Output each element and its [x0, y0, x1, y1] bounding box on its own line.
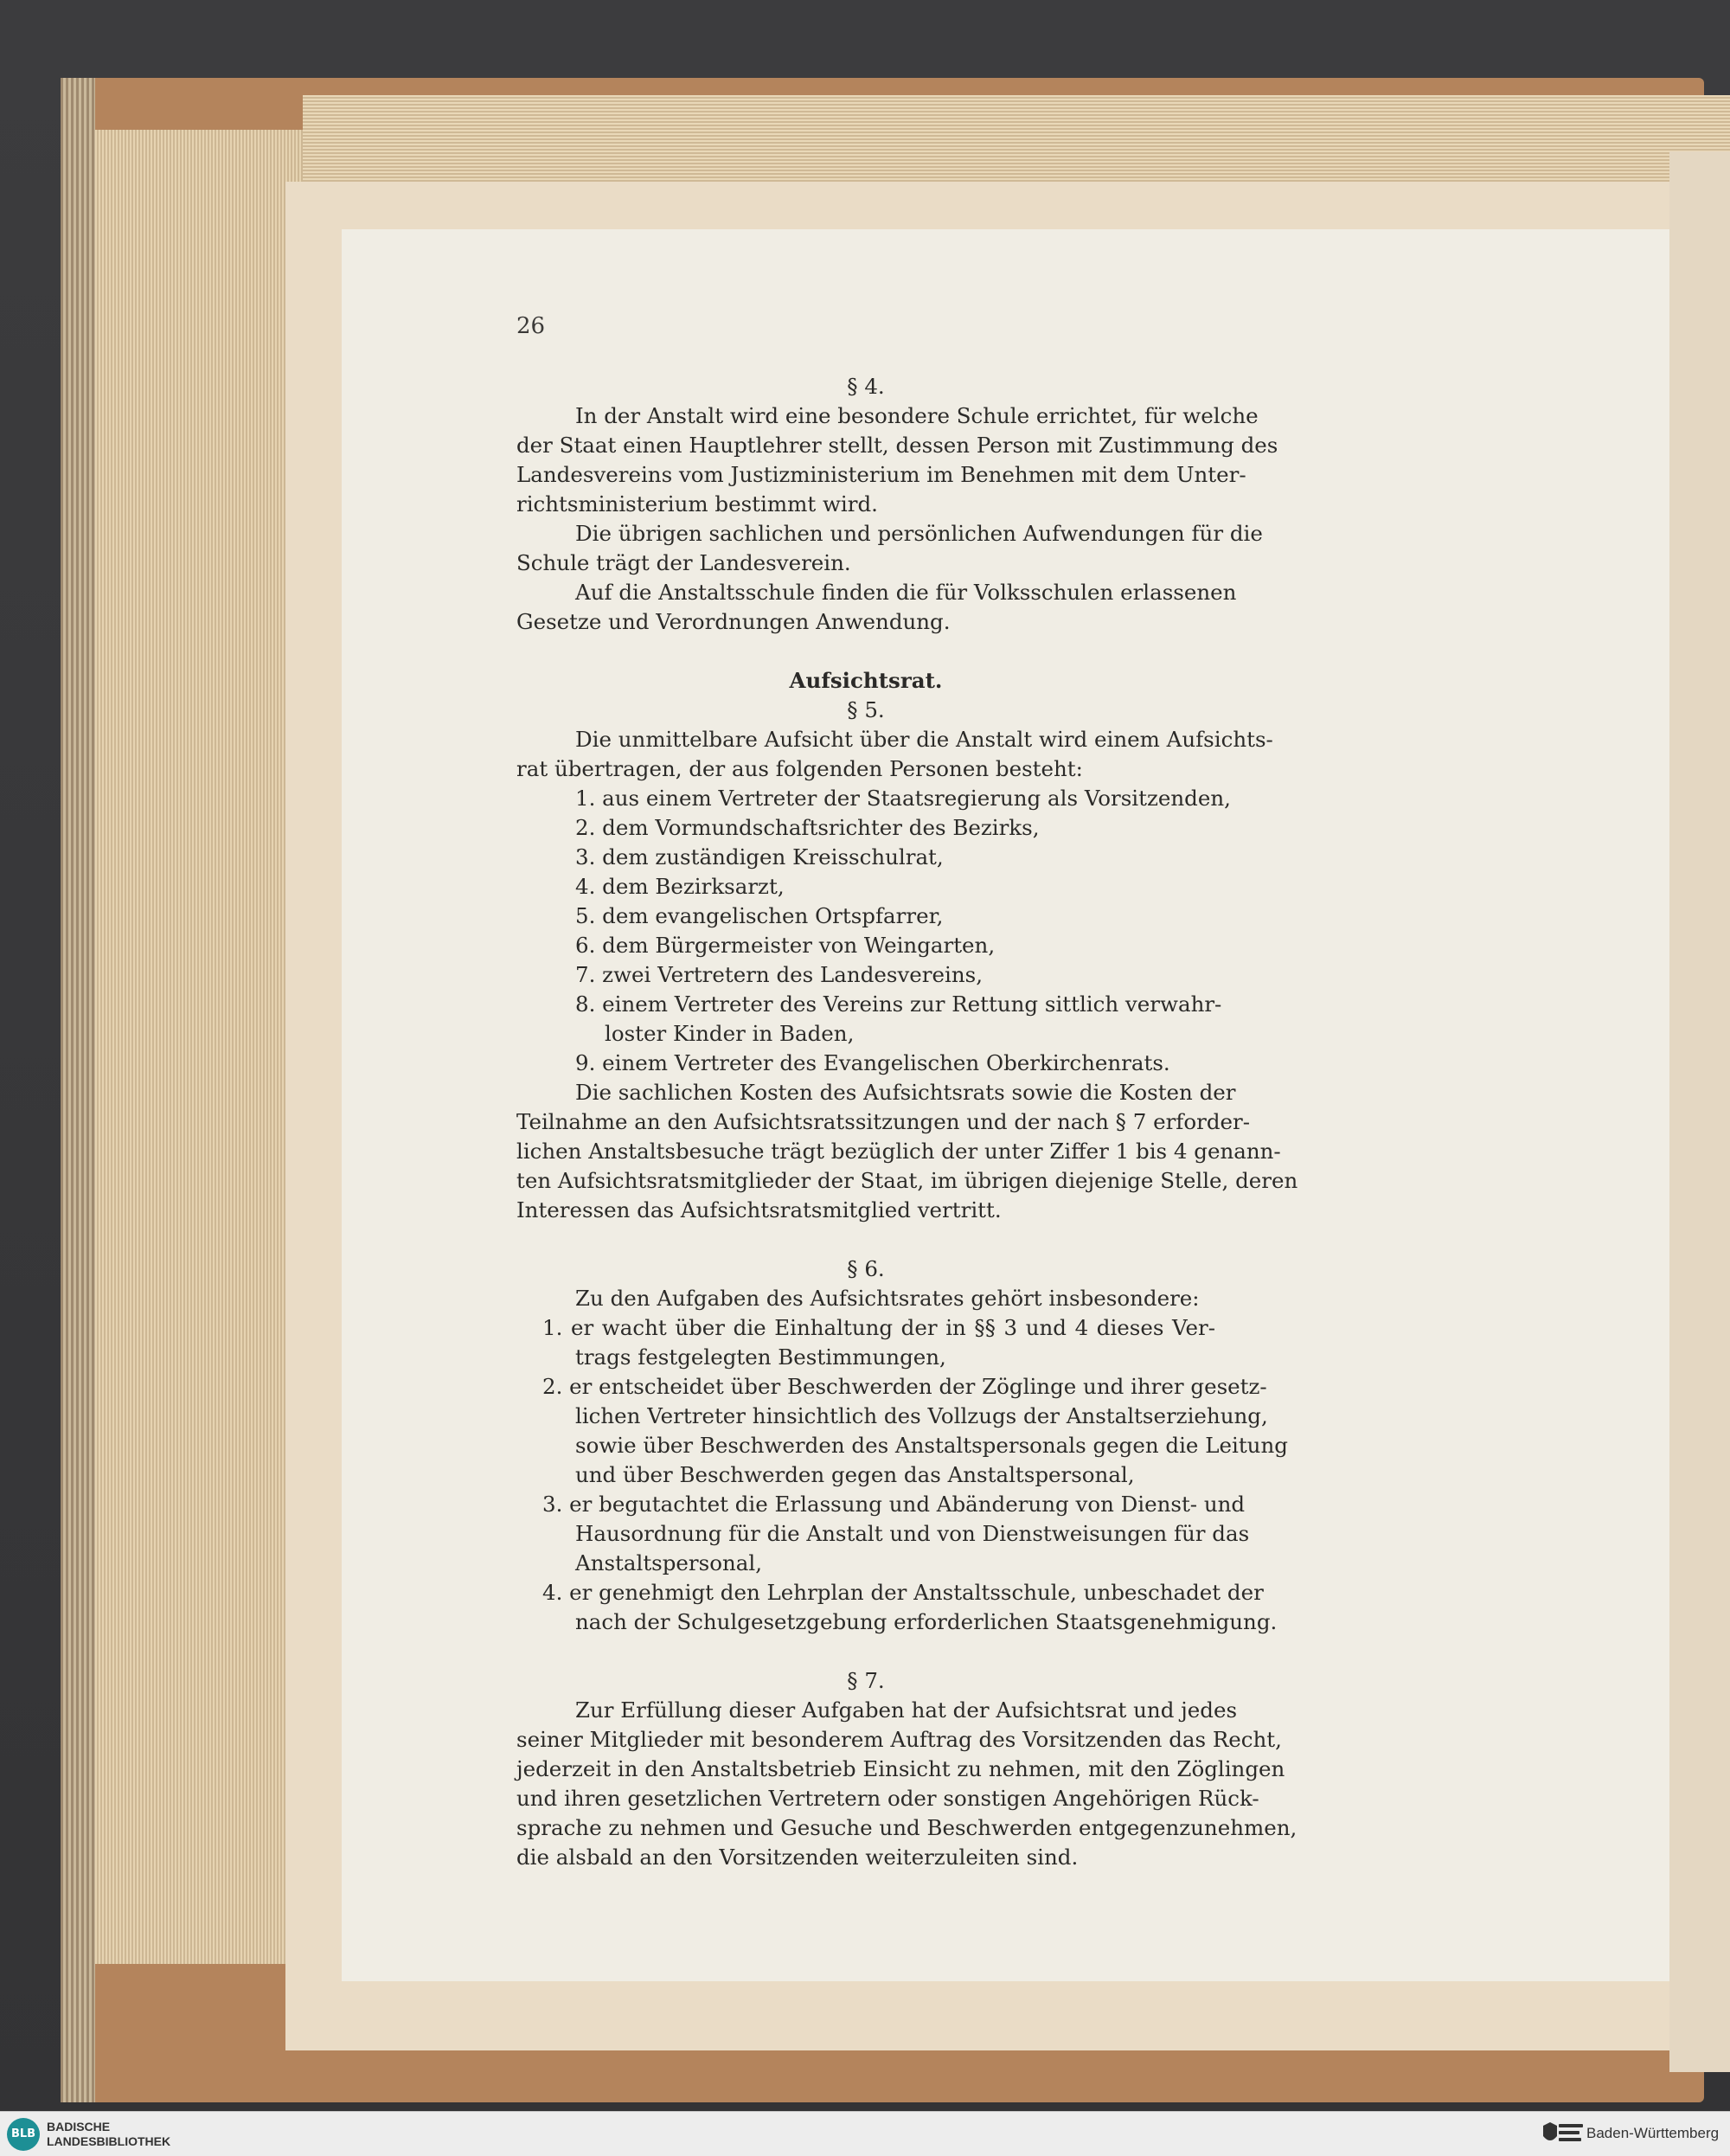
text-line: Zur Erfüllung dieser Aufgaben hat der Aufsichtsrat und jedes: [575, 1697, 1238, 1723]
text-line: 3. dem zuständigen Kreisschulrat,: [575, 844, 944, 869]
page-stack-left: [95, 130, 303, 1964]
text-line: 5. dem evangelischen Ortspfarrer,: [575, 903, 944, 928]
text-line: 4. dem Bezirksarzt,: [575, 874, 785, 899]
page-number: 26: [516, 313, 546, 339]
paragraph-heading: § 6.: [847, 1256, 885, 1281]
text-line: sprache zu nehmen und Gesuche und Beschwerden entgegenzunehmen,: [516, 1815, 1298, 1840]
text-line: rat übertragen, der aus folgenden Personen besteht:: [516, 756, 1083, 781]
text-line: und über Beschwerden gegen das Anstaltspersonal,: [575, 1462, 1135, 1487]
text-line: 2. dem Vormundschaftsrichter des Bezirks,: [575, 815, 1040, 840]
text-line: der Staat einen Hauptlehrer stellt, dessen Person mit Zustimmung des: [516, 433, 1278, 458]
text-line: 4. er genehmigt den Lehrplan der Anstaltsschule, unbeschadet der: [542, 1580, 1264, 1605]
text-line: 8. einem Vertreter des Vereins zur Rettung sittlich verwahr-: [575, 991, 1222, 1017]
text-line: 2. er entscheidet über Beschwerden der Zöglinge und ihrer gesetz-: [542, 1374, 1267, 1399]
library-name[interactable]: [47, 2120, 170, 2149]
paragraph-heading: § 7.: [847, 1668, 885, 1693]
text-line: In der Anstalt wird eine besondere Schule errichtet, für welche: [575, 403, 1259, 428]
text-line: 1. er wacht über die Einhaltung der in §§ 3 und 4 dieses Ver-: [542, 1315, 1215, 1340]
text-line: Gesetze und Verordnungen Anwendung.: [516, 609, 951, 634]
text-line: loster Kinder in Baden,: [605, 1021, 855, 1046]
text-line: sowie über Beschwerden des Anstaltspersonals gegen die Leitung: [575, 1433, 1288, 1458]
paragraph-heading: § 5.: [847, 697, 885, 722]
text-line: trags festgelegten Bestimmungen,: [575, 1344, 946, 1370]
text-line: Die übrigen sachlichen und persönlichen Aufwendungen für die: [575, 521, 1263, 546]
region-name[interactable]: Baden-Württemberg: [1586, 2125, 1720, 2141]
text-line: ten Aufsichtsratsmitglieder der Staat, im übrigen diejenige Stelle, deren: [516, 1168, 1298, 1193]
text-line: 9. einem Vertreter des Evangelischen Oberkirchenrats.: [575, 1050, 1170, 1075]
text-line: Die sachlichen Kosten des Aufsichtsrats sowie die Kosten der: [575, 1080, 1236, 1105]
text-line: richtsministerium bestimmt wird.: [516, 491, 878, 517]
text-line: Die unmittelbare Aufsicht über die Anstalt wird einem Aufsichts-: [575, 727, 1273, 752]
text-line: Auf die Anstaltsschule finden die für Volksschulen erlassenen: [575, 580, 1237, 605]
text-line: 6. dem Bürgermeister von Weingarten,: [575, 933, 996, 958]
text-line: jederzeit in den Anstaltsbetrieb Einsicht zu nehmen, mit den Zöglingen: [516, 1756, 1285, 1781]
text-line: die alsbald an den Vorsitzenden weiterzuleiten sind.: [516, 1845, 1079, 1870]
book-spine-edge: [61, 78, 95, 2102]
text-line: nach der Schulgesetzgebung erforderlichen Staatsgenehmigung.: [575, 1609, 1278, 1634]
text-line: und ihren gesetzlichen Vertretern oder sonstigen Angehörigen Rück-: [516, 1786, 1259, 1811]
text-line: Schule trägt der Landesverein.: [516, 550, 851, 575]
baden-wuerttemberg-crest-icon[interactable]: [1540, 2121, 1585, 2148]
text-line: lichen Vertreter hinsichtlich des Vollzugs der Anstaltserziehung,: [575, 1403, 1268, 1428]
blb-logo-icon[interactable]: BLB: [7, 2118, 40, 2151]
text-line: 7. zwei Vertretern des Landesvereins,: [575, 962, 983, 987]
section-heading: Aufsichtsrat.: [789, 668, 943, 693]
text-line: Interessen das Aufsichtsratsmitglied vertritt.: [516, 1197, 1002, 1222]
text-line: 3. er begutachtet die Erlassung und Abänderung von Dienst- und: [542, 1492, 1246, 1517]
facing-page-edge: [1669, 151, 1730, 2072]
text-line: Anstaltspersonal,: [575, 1550, 762, 1575]
text-line: 1. aus einem Vertreter der Staatsregierung als Vorsitzenden,: [575, 786, 1231, 811]
text-line: Hausordnung für die Anstalt und von Dienstweisungen für das: [575, 1521, 1250, 1546]
text-line: lichen Anstaltsbesuche trägt bezüglich der unter Ziffer 1 bis 4 genann-: [516, 1139, 1281, 1164]
footer-bar: [0, 2111, 1730, 2156]
text-line: Landesvereins vom Justizministerium im Benehmen mit dem Unter-: [516, 462, 1246, 487]
paragraph-heading: § 4.: [847, 374, 885, 399]
text-line: Teilnahme an den Aufsichtsratssitzungen und der nach § 7 erforder-: [516, 1109, 1251, 1134]
library-name-line-2: LANDESBIBLIOTHEK: [47, 2134, 171, 2148]
library-name-line-1: BADISCHE: [47, 2120, 111, 2134]
text-line: seiner Mitglieder mit besonderem Auftrag des Vorsitzenden das Recht,: [516, 1727, 1282, 1752]
text-line: Zu den Aufgaben des Aufsichtsrates gehört insbesondere:: [575, 1286, 1200, 1311]
